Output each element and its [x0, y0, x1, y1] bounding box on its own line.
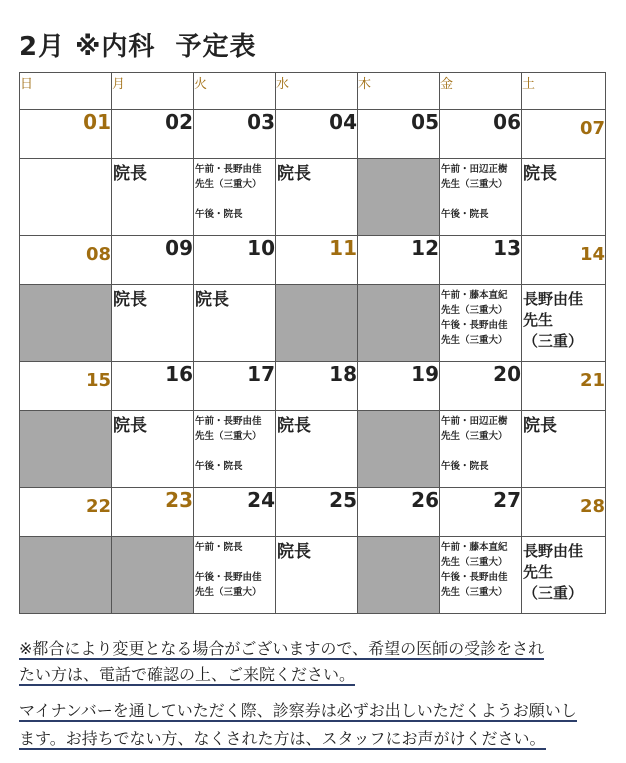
- closed-cell: [20, 537, 112, 614]
- date-cell: 22: [20, 488, 112, 537]
- schedule-cell: [194, 537, 276, 614]
- date-cell: 18: [276, 362, 358, 411]
- schedule-cell-empty: [20, 159, 112, 236]
- date-row: [20, 488, 606, 537]
- schedule-cell: [276, 537, 358, 614]
- date-cell: 16: [112, 362, 194, 411]
- date-cell: 04: [276, 110, 358, 159]
- notice-text: ます。お持ちでない方、なくされた方は、スタッフにお声がけください。: [19, 729, 546, 748]
- closed-cell: [276, 285, 358, 362]
- closed-cell: [112, 537, 194, 614]
- date-cell: 03: [194, 110, 276, 159]
- closed-cell: [358, 285, 440, 362]
- doctor-name: 長野由佳 先生 （三重）: [523, 542, 584, 602]
- schedule-row: [20, 411, 606, 488]
- schedule-cell: [522, 159, 606, 236]
- doctor-detail: 午前・田辺正樹 先生（三重大） 午後・院長: [441, 416, 508, 472]
- weekday-fri: 金: [440, 73, 522, 110]
- date-row: [20, 236, 606, 285]
- date-cell: 24: [194, 488, 276, 537]
- date-cell: 06: [440, 110, 522, 159]
- doctor-detail: 午前・長野由佳 先生（三重大） 午後・院長: [195, 164, 262, 220]
- schedule-cell: [112, 285, 194, 362]
- weekday-wed: 水: [276, 73, 358, 110]
- schedule-cell: [522, 285, 606, 362]
- date-cell: 11: [276, 236, 358, 285]
- doctor-detail: 午前・長野由佳 先生（三重大） 午後・院長: [195, 416, 262, 472]
- date-cell: 13: [440, 236, 522, 285]
- closed-cell: [358, 159, 440, 236]
- notice-line: [19, 662, 609, 688]
- doctor-name: 院長: [113, 416, 147, 436]
- weekday-tue: 火: [194, 73, 276, 110]
- doctor-name: 院長: [523, 416, 557, 436]
- date-cell: 05: [358, 110, 440, 159]
- notice-text: ※都合により変更となる場合がございますので、希望の医師の受診をされ: [19, 639, 545, 658]
- date-cell: 20: [440, 362, 522, 411]
- doctor-detail: 午前・田辺正樹 先生（三重大） 午後・院長: [441, 164, 508, 220]
- closed-cell: [358, 411, 440, 488]
- doctor-name: 院長: [195, 290, 229, 310]
- schedule-cell: [440, 411, 522, 488]
- schedule-cell: [276, 159, 358, 236]
- notice-text: マイナンバーを通していただく際、診察券は必ずお出しいただくようお願いし: [19, 701, 577, 720]
- notice-line: [19, 636, 609, 662]
- weekday-sat: 土: [522, 73, 606, 110]
- doctor-name: 院長: [113, 164, 147, 184]
- schedule-cell: [440, 537, 522, 614]
- schedule-cell: [276, 411, 358, 488]
- date-cell: 17: [194, 362, 276, 411]
- doctor-detail: 午前・藤本直紀 先生（三重大） 午後・長野由佳 先生（三重大）: [441, 290, 508, 346]
- closed-cell: [20, 285, 112, 362]
- date-cell: 02: [112, 110, 194, 159]
- schedule-cell: [112, 159, 194, 236]
- weekday-header-row: [20, 73, 606, 110]
- closed-cell: [20, 411, 112, 488]
- doctor-name: 院長: [277, 542, 311, 562]
- doctor-detail: 午前・院長 午後・長野由佳 先生（三重大）: [195, 542, 262, 598]
- doctor-name: 長野由佳 先生 （三重）: [523, 290, 584, 350]
- schedule-cell: [194, 285, 276, 362]
- date-cell: 28: [522, 488, 606, 537]
- date-cell: 15: [20, 362, 112, 411]
- schedule-row: [20, 285, 606, 362]
- notice-line: [19, 698, 609, 724]
- doctor-name: 院長: [523, 164, 557, 184]
- page-title: 2月 ※内科 予定表: [19, 32, 257, 62]
- date-cell: 26: [358, 488, 440, 537]
- closed-cell: [358, 537, 440, 614]
- date-cell: 10: [194, 236, 276, 285]
- date-cell: 23: [112, 488, 194, 537]
- schedule-cell: [522, 411, 606, 488]
- doctor-detail: 午前・藤本直紀 先生（三重大） 午後・長野由佳 先生（三重大）: [441, 542, 508, 598]
- schedule-cell: [440, 159, 522, 236]
- weekday-thu: 木: [358, 73, 440, 110]
- date-cell: 07: [522, 110, 606, 159]
- date-cell: 08: [20, 236, 112, 285]
- notice-text: たい方は、電話で確認の上、ご来院ください。: [19, 665, 356, 684]
- date-row: [20, 110, 606, 159]
- schedule-cell: [112, 411, 194, 488]
- schedule-row: [20, 537, 606, 614]
- date-row: [20, 362, 606, 411]
- schedule-calendar: [19, 72, 606, 614]
- date-cell: 12: [358, 236, 440, 285]
- date-cell: 21: [522, 362, 606, 411]
- doctor-name: 院長: [277, 164, 311, 184]
- schedule-cell: [194, 411, 276, 488]
- doctor-name: 院長: [277, 416, 311, 436]
- date-cell: 19: [358, 362, 440, 411]
- notice-line: [19, 726, 609, 752]
- date-cell: 01: [20, 110, 112, 159]
- schedule-cell: [440, 285, 522, 362]
- date-cell: 09: [112, 236, 194, 285]
- weekday-sun: 日: [20, 73, 112, 110]
- schedule-cell: [194, 159, 276, 236]
- schedule-row: [20, 159, 606, 236]
- weekday-mon: 月: [112, 73, 194, 110]
- date-cell: 25: [276, 488, 358, 537]
- schedule-cell: [522, 537, 606, 614]
- doctor-name: 院長: [113, 290, 147, 310]
- date-cell: 27: [440, 488, 522, 537]
- date-cell: 14: [522, 236, 606, 285]
